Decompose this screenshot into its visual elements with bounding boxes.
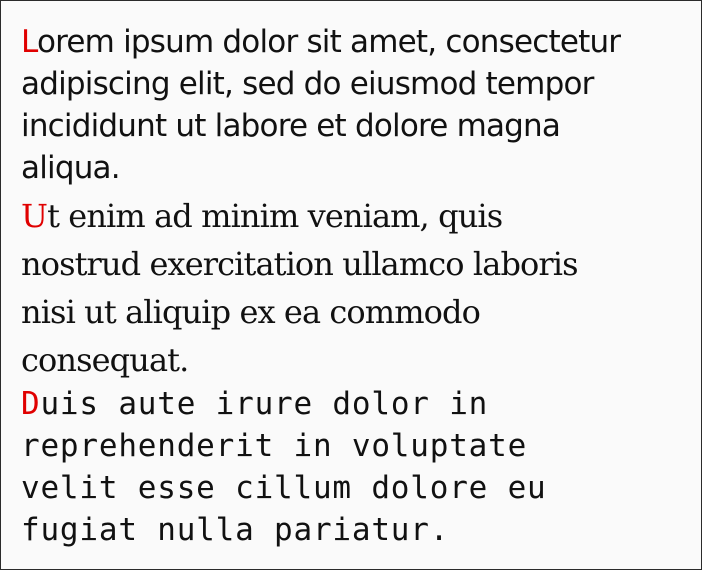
paragraph-line: fugiat nulla pariatur. <box>21 512 450 548</box>
paragraph-line: adipiscing elit, sed do eiusmod tempor <box>21 66 594 102</box>
first-letter-highlight: D <box>21 386 41 422</box>
paragraph-line <box>21 192 578 240</box>
first-letter-highlight: U <box>21 197 48 235</box>
line-text: orem ipsum dolor sit amet, consectetur <box>36 24 621 60</box>
paragraph-sans-serif <box>21 21 620 189</box>
paragraph-line: aliqua. <box>21 150 120 186</box>
paragraph-line: nisi ut aliquip ex ea commodo <box>21 293 480 331</box>
line-text: t enim ad minim veniam, quis <box>47 197 503 235</box>
paragraph-line: incididunt ut labore et dolore magna <box>21 108 561 144</box>
paragraph-line <box>21 21 620 63</box>
paragraph-line: nostrud exercitation ullamco laboris <box>21 245 578 283</box>
line-text: uis aute irure dolor in <box>40 386 489 422</box>
paragraph-line <box>21 383 547 425</box>
paragraph-line: consequat. <box>21 341 189 379</box>
paragraph-monospace <box>21 383 547 551</box>
paragraph-serif <box>21 192 578 384</box>
paragraph-line: velit esse cillum dolore eu <box>21 470 547 506</box>
first-letter-highlight: L <box>21 24 37 60</box>
paragraph-line: reprehenderit in voluptate <box>21 428 528 464</box>
